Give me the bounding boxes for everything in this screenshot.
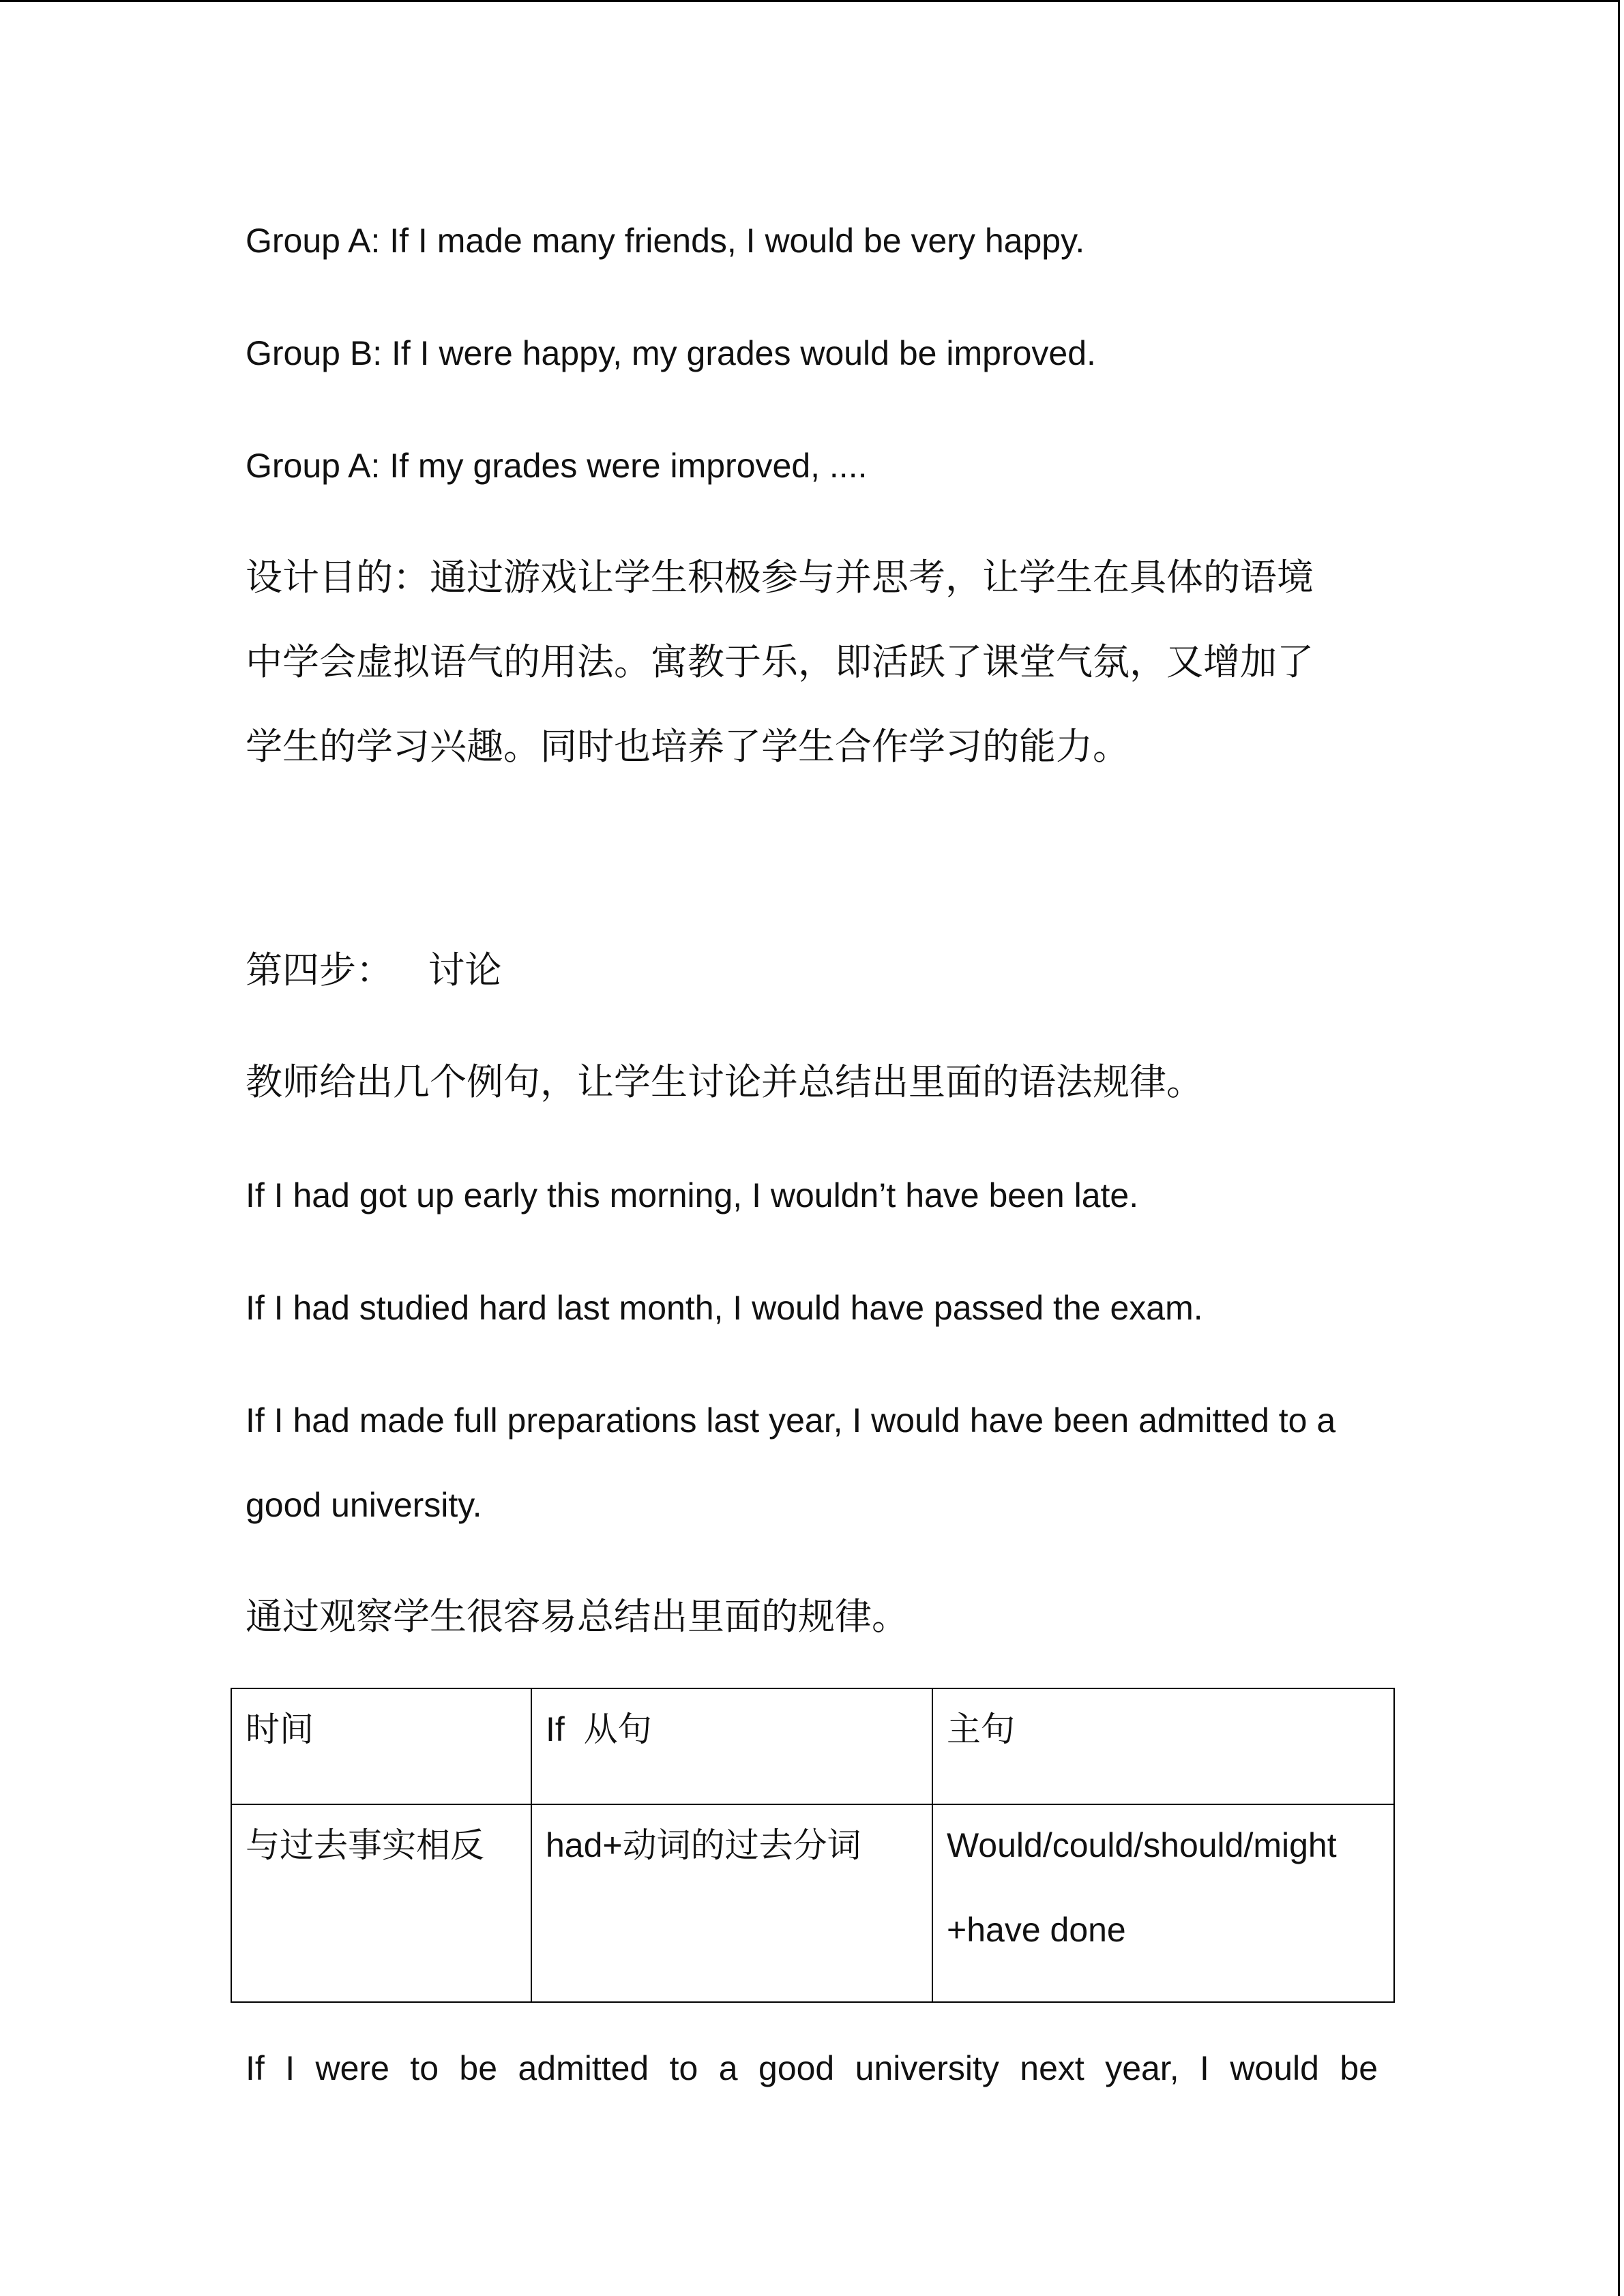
table-row bbox=[231, 1804, 1394, 2002]
design-purpose-line-1: 设计目的：通过游戏让学生积极参与并思考，让学生在具体的语境 bbox=[246, 556, 1314, 599]
game-line-2: Group B: If I were happy, my grades would be improved. bbox=[246, 334, 1096, 372]
step-four-intro: 教师给出几个例句，让学生讨论并总结出里面的语法规律。 bbox=[246, 1060, 1203, 1103]
header-if-clause bbox=[531, 1688, 932, 1804]
example-sentence-2: If I had studied hard last month, I would have passed the exam. bbox=[246, 1289, 1203, 1327]
cell-main-clause-line-2: +have done bbox=[947, 1911, 1126, 1949]
design-purpose-line-3: 学生的学习兴趣。同时也培养了学生合作学习的能力。 bbox=[246, 725, 1130, 768]
trailing-sentence: If I were to be admitted to a good university next year, I would be bbox=[246, 2049, 1378, 2087]
example-sentence-3-cont: good university. bbox=[246, 1486, 482, 1524]
header-time-label: 时间 bbox=[246, 1710, 314, 1749]
design-purpose-line-2: 中学会虚拟语气的用法。寓教于乐，即活跃了课堂气氛，又增加了 bbox=[246, 640, 1314, 683]
game-line-3: Group A: If my grades were improved, .... bbox=[246, 447, 868, 485]
header-main-clause bbox=[932, 1688, 1394, 1804]
example-sentence-1: If I had got up early this morning, I wouldn’t have been late. bbox=[246, 1176, 1139, 1214]
table-header-row bbox=[231, 1688, 1394, 1804]
step-four-title: 第四步： 讨论 bbox=[246, 949, 502, 992]
cell-if-clause bbox=[531, 1804, 932, 2002]
grammar-rule-table bbox=[231, 1688, 1395, 2003]
cell-if-clause-text: had+动词的过去分词 bbox=[546, 1826, 861, 1864]
example-sentence-3: If I had made full preparations last year, I would have been admitted to a bbox=[246, 1401, 1336, 1440]
header-main-clause-label: 主句 bbox=[947, 1710, 1015, 1749]
cell-time-text: 与过去事实相反 bbox=[246, 1825, 484, 1865]
step-four-conclusion: 通过观察学生很容易总结出里面的规律。 bbox=[246, 1595, 909, 1638]
game-line-1: Group A: If I made many friends, I would be very happy. bbox=[246, 222, 1085, 260]
header-time bbox=[231, 1688, 531, 1804]
cell-main-clause-line-1: Would/could/should/might bbox=[947, 1826, 1337, 1864]
cell-main-clause bbox=[932, 1804, 1394, 2002]
header-if-clause-label: If 从句 bbox=[546, 1710, 652, 1748]
cell-time bbox=[231, 1804, 531, 2002]
